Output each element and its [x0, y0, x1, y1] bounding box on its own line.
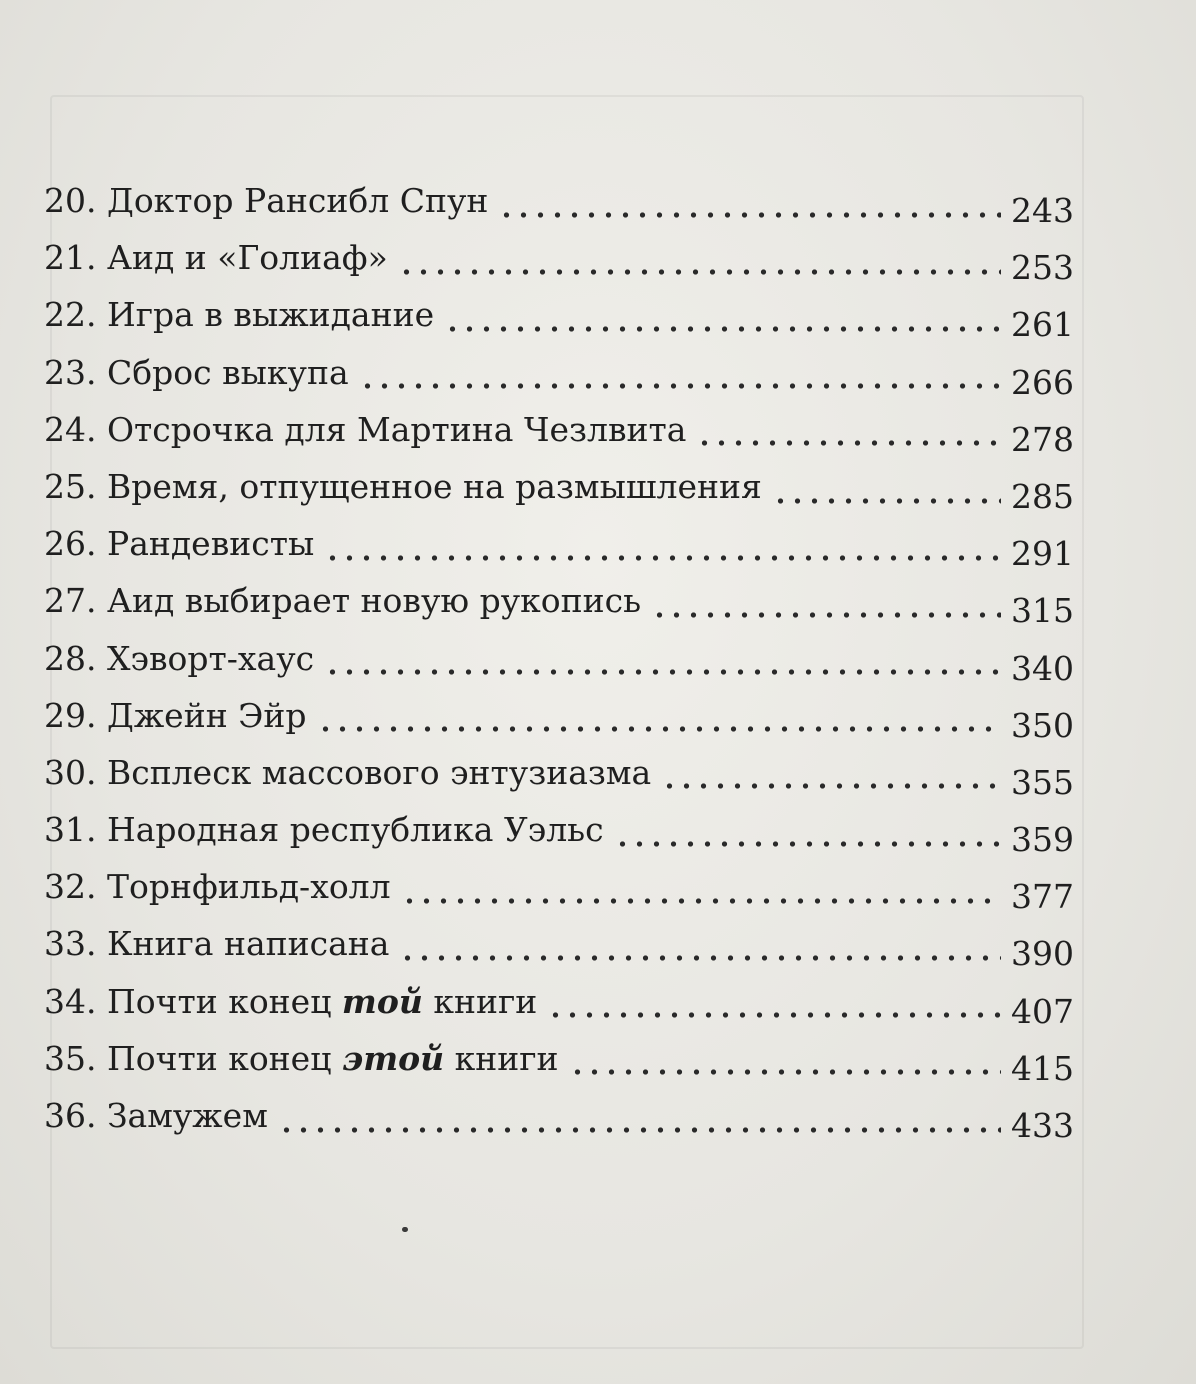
dot-leader — [444, 324, 1001, 334]
dot-leader — [772, 496, 1001, 506]
toc-entry-page: 243 — [1011, 191, 1074, 230]
dot-leader — [696, 438, 1001, 448]
toc-entry — [44, 973, 1074, 1030]
toc-entry — [44, 401, 1074, 458]
toc-entry — [44, 744, 1074, 801]
toc-entry — [44, 572, 1074, 629]
toc-entry-page: 407 — [1011, 991, 1074, 1031]
toc-entry — [44, 1087, 1074, 1144]
toc-entry — [44, 344, 1074, 401]
toc-entry-title: 31. Народная республика Уэльс — [44, 810, 604, 850]
toc-entry-title: 24. Отсрочка для Мартина Чезлвита — [44, 409, 687, 449]
toc-entry-title: 30. Всплеск массового энтузиазма — [44, 752, 652, 792]
ink-speck — [402, 1227, 408, 1232]
toc-entry-page: 285 — [1011, 476, 1074, 516]
toc-entry-page: 359 — [1011, 820, 1074, 860]
toc-entry-page: 350 — [1011, 705, 1074, 745]
toc-entry-page: 390 — [1011, 934, 1074, 974]
dot-leader — [324, 553, 1001, 563]
toc-entry — [44, 229, 1074, 286]
toc-entry-title: 36. Замужем — [44, 1096, 268, 1135]
toc-entry-page: 355 — [1011, 762, 1074, 802]
toc-entry-page: 377 — [1011, 877, 1074, 917]
toc-entry — [44, 801, 1074, 858]
toc-entry — [44, 286, 1074, 343]
toc-entry — [44, 858, 1074, 915]
toc-entry — [44, 1030, 1074, 1087]
toc-entry-title: 27. Аид выбирает новую рукопись — [44, 581, 642, 621]
toc-entry-page: 261 — [1011, 305, 1074, 345]
toc-entry-title: 29. Джейн Эйр — [44, 695, 307, 735]
toc-entry-title: 25. Время, отпущенное на размышления — [44, 466, 762, 506]
toc-entry-page: 291 — [1011, 534, 1074, 574]
toc-entry-page: 433 — [1011, 1106, 1074, 1145]
toc-entry-title: 32. Торнфильд-холл — [44, 867, 391, 907]
toc-entry-page: 253 — [1011, 248, 1074, 288]
toc-entry-title: 34. Почти конец той книги — [44, 981, 538, 1021]
table-of-contents — [44, 172, 1074, 1144]
toc-entry-title: 33. Книга написана — [44, 924, 390, 964]
dot-leader — [278, 1125, 1001, 1135]
dot-leader — [498, 210, 1001, 220]
toc-entry — [44, 630, 1074, 687]
toc-entry — [44, 172, 1074, 229]
toc-entry-title: 28. Хэворт-хаус — [44, 638, 315, 678]
dot-leader — [359, 381, 1001, 391]
dot-leader — [399, 953, 1001, 963]
dot-leader — [547, 1010, 1001, 1020]
dot-leader — [317, 724, 1001, 734]
dot-leader — [614, 839, 1001, 849]
toc-entry-title: 23. Сброс выкупа — [44, 352, 349, 392]
dot-leader — [569, 1067, 1001, 1077]
toc-entry-title: 35. Почти конец этой книги — [44, 1038, 559, 1078]
toc-entry-page: 415 — [1011, 1048, 1074, 1088]
toc-entry — [44, 687, 1074, 744]
dot-leader — [401, 896, 1001, 906]
toc-entry-title: 21. Аид и «Голиаф» — [44, 238, 388, 278]
toc-entry-page: 340 — [1011, 648, 1074, 688]
toc-entry — [44, 458, 1074, 515]
toc-entry-title: 20. Доктор Рансибл Спун — [44, 181, 489, 220]
toc-entry-page: 315 — [1011, 591, 1074, 631]
title-emphasis: той — [341, 981, 423, 1021]
toc-entry — [44, 915, 1074, 972]
toc-entry-page: 266 — [1011, 362, 1074, 402]
title-emphasis: этой — [341, 1038, 445, 1078]
toc-entry — [44, 515, 1074, 572]
dot-leader — [398, 267, 1001, 277]
dot-leader — [661, 781, 1001, 791]
dot-leader — [651, 610, 1001, 620]
dot-leader — [324, 667, 1001, 677]
toc-entry-page: 278 — [1011, 419, 1074, 459]
toc-entry-title: 22. Игра в выжидание — [44, 295, 435, 335]
toc-entry-title: 26. Рандевисты — [44, 524, 315, 564]
